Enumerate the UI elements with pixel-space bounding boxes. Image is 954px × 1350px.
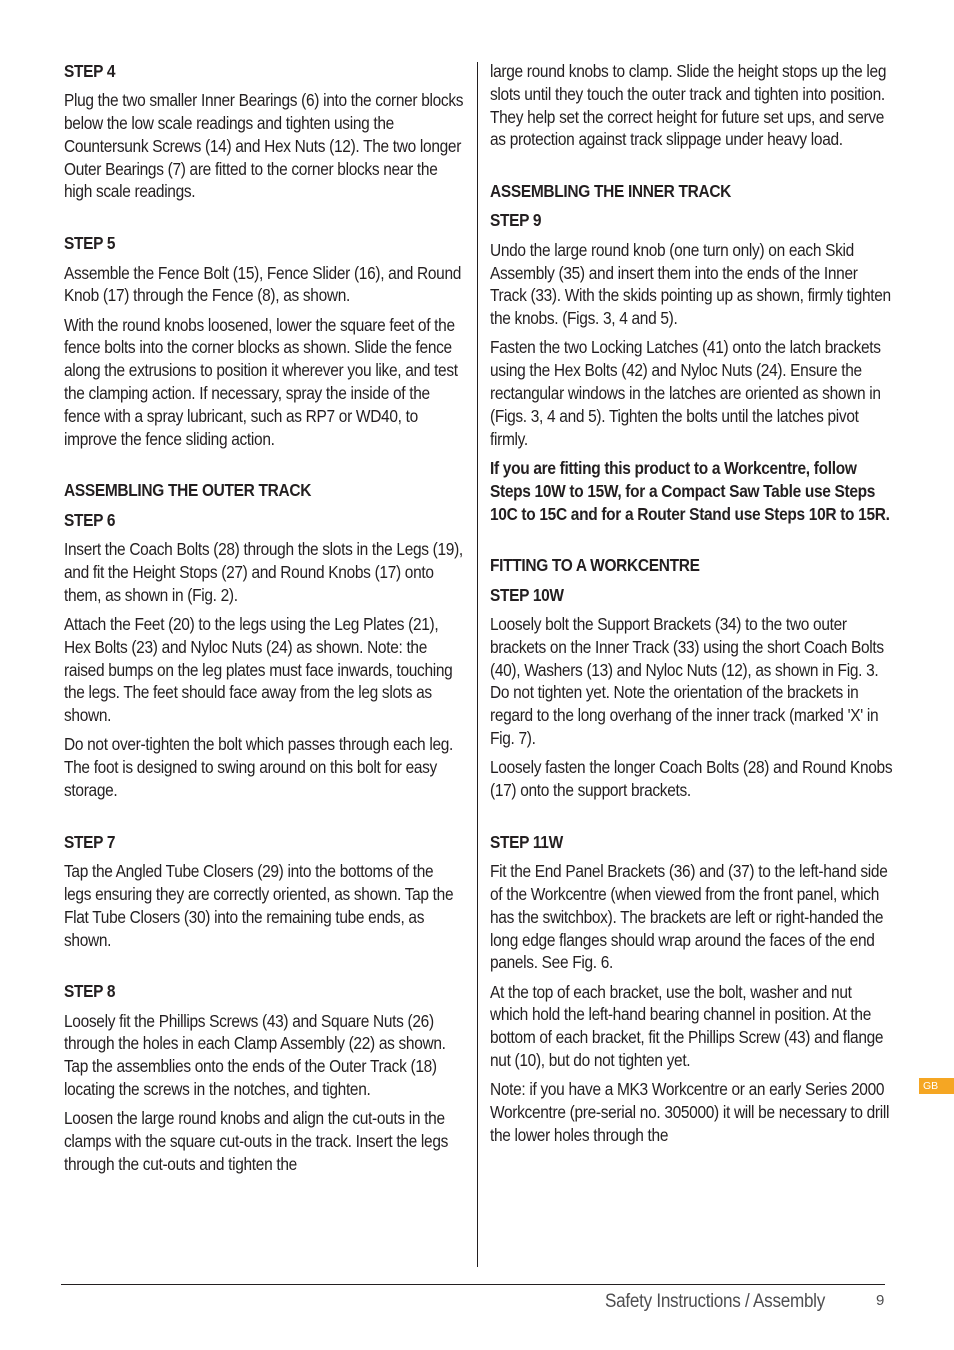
step-6-heading: STEP 6: [64, 509, 116, 530]
step-10w-heading: STEP 10W: [490, 584, 564, 605]
inner-track-section: [490, 180, 893, 525]
step-5-heading: STEP 5: [64, 233, 116, 254]
workcentre-heading: FITTING TO A WORKCENTRE: [490, 555, 700, 576]
step-8-paragraph-2: Loosen the large round knobs and align the cut-outs in the clamps with the square cut-outs in the track. Insert the legs through the cut-outs and tighten the: [64, 1108, 449, 1174]
step-10w-paragraph-1: Loosely bolt the Support Brackets (34) to the two outer brackets on the Inner Track (33) using the short Coach Bolts (40), Washers (13) and Nyloc Nuts (12), as shown in Fig. 3. Do not tighten yet. Note the orientation of the brackets in regard to the long overhang of the inner track (marked 'X' in Fig. 7).: [490, 613, 884, 748]
page-number: 9: [876, 1292, 885, 1309]
left-column: [64, 60, 464, 1182]
step-11w-paragraph-1: Fit the End Panel Brackets (36) and (37) to the left-hand side of the Workcentre (when viewed from the front panel, which has the switchbox). The brackets are left or right-handed the long edge flanges should wrap around the faces of the end panels. See Fig. 6.: [490, 861, 888, 973]
step-9-paragraph-2: Fasten the two Locking Latches (41) onto the latch brackets using the Hex Bolts (42) and Nyloc Nuts (24). Ensure the rectangular windows in the latches are oriented as shown in (Figs. 3, 4 and 5). Tighten the bolts until the latches pivot firmly.: [490, 337, 881, 449]
step-4-paragraph-1: Plug the two smaller Inner Bearings (6) into the corner blocks below the low scale readings and tighten using the Countersunk Screws (14) and Hex Nuts (12). The two longer Outer Bearings (7) are fitted to the corner blocks near the high scale readings.: [64, 90, 464, 202]
step-6-paragraph-2: Attach the Feet (20) to the legs using the Leg Plates (21), Hex Bolts (23) and Nyloc Nuts (24) as shown. Note: the raised bumps on the leg plates must face inwards, touching the legs. The feet should face away from the leg slots as shown.: [64, 613, 453, 726]
step-6-paragraph-1: Insert the Coach Bolts (28) through the slots in the Legs (19), and fit the Height Stops (27) and Round Knobs (17) onto them, as shown in (Fig. 2).: [64, 539, 463, 605]
step-4-section: [64, 60, 464, 203]
step-6-paragraph-3: Do not over-tighten the bolt which passes through each leg. The foot is designed to swing around on this bolt for easy storage.: [64, 734, 454, 801]
step-11w-heading: STEP 11W: [490, 831, 563, 852]
right-column: [490, 60, 893, 1153]
step-5-section: [64, 232, 464, 450]
outer-track-heading: ASSEMBLING THE OUTER TRACK: [64, 480, 312, 501]
language-tab: GB: [919, 1078, 954, 1094]
step-4-heading: STEP 4: [64, 61, 116, 81]
step-9-paragraph-1: Undo the large round knob (one turn only) on each Skid Assembly (35) and insert them into the ends of the Inner Track (33). With the skids pointing up as shown, firmly tighten the knobs. (Figs. 3, 4 and 5).: [490, 239, 891, 329]
step-7-paragraph-1: Tap the Angled Tube Closers (29) into the bottoms of the legs ensuring they are correctly oriented, as shown. Tap the Flat Tube Closers (30) into the remaining tube ends, as shown.: [64, 861, 454, 950]
step-7-heading: STEP 7: [64, 831, 116, 852]
step-10w-paragraph-2: Loosely fasten the longer Coach Bolts (28) and Round Knobs (17) onto the support brackets.: [490, 757, 893, 801]
step-8-section: [64, 980, 464, 1175]
step-11w-section: [490, 831, 893, 1147]
step-9-heading: STEP 9: [490, 210, 542, 231]
step-8-continuation-section: [490, 60, 893, 151]
workcentre-section: [490, 554, 893, 801]
step-5-paragraph-2: With the round knobs loosened, lower the square feet of the fence bolts into the corner blocks as shown. Slide the fence along the extrusions to position it wherever you like, and test the clamping action. If necessary, spray the inside of the fence with a spray lubricant, such as RP7 or WD40, to improve the fence sliding action.: [64, 314, 458, 449]
footer-rule: [61, 1284, 885, 1285]
step-8-heading: STEP 8: [64, 981, 116, 1002]
step-5-paragraph-1: Assemble the Fence Bolt (15), Fence Slider (16), and Round Knob (17) through the Fence (8), as shown.: [64, 262, 462, 306]
step-8-continuation-paragraph: large round knobs to clamp. Slide the height stops up the leg slots until they touch the outer track and tighten into position. They help set the correct height for future set ups, and serve as protection against track slippage under heavy load.: [490, 61, 887, 150]
outer-track-section: [64, 479, 464, 801]
column-divider: [477, 62, 478, 1267]
step-7-section: [64, 831, 464, 951]
step-11w-paragraph-3: Note: if you have a MK3 Workcentre or an early Series 2000 Workcentre (pre-serial no. 305000) it will be necessary to drill the lower holes through the: [490, 1079, 890, 1145]
footer-section-title: Safety Instructions / Assembly: [605, 1291, 826, 1312]
inner-track-heading: ASSEMBLING THE INNER TRACK: [490, 181, 732, 202]
product-routing-note: If you are fitting this product to a Workcentre, follow Steps 10W to 15W, for a Compact Saw Table use Steps 10C to 15C and for a Router Stand use Steps 10R to 15R.: [490, 457, 890, 524]
step-11w-paragraph-2: At the top of each bracket, use the bolt, washer and nut which hold the left-hand bearing channel in position. At the bottom of each bracket, fit the Phillips Screw (43) and flange nut (10), but do not tighten yet.: [490, 981, 884, 1070]
step-8-paragraph-1: Loosely fit the Phillips Screws (43) and Square Nuts (26) through the holes in each Clamp Assembly (22) as shown. Tap the assemblies onto the ends of the Outer Track (18) locating the screws in the notches, and tighten.: [64, 1010, 446, 1099]
